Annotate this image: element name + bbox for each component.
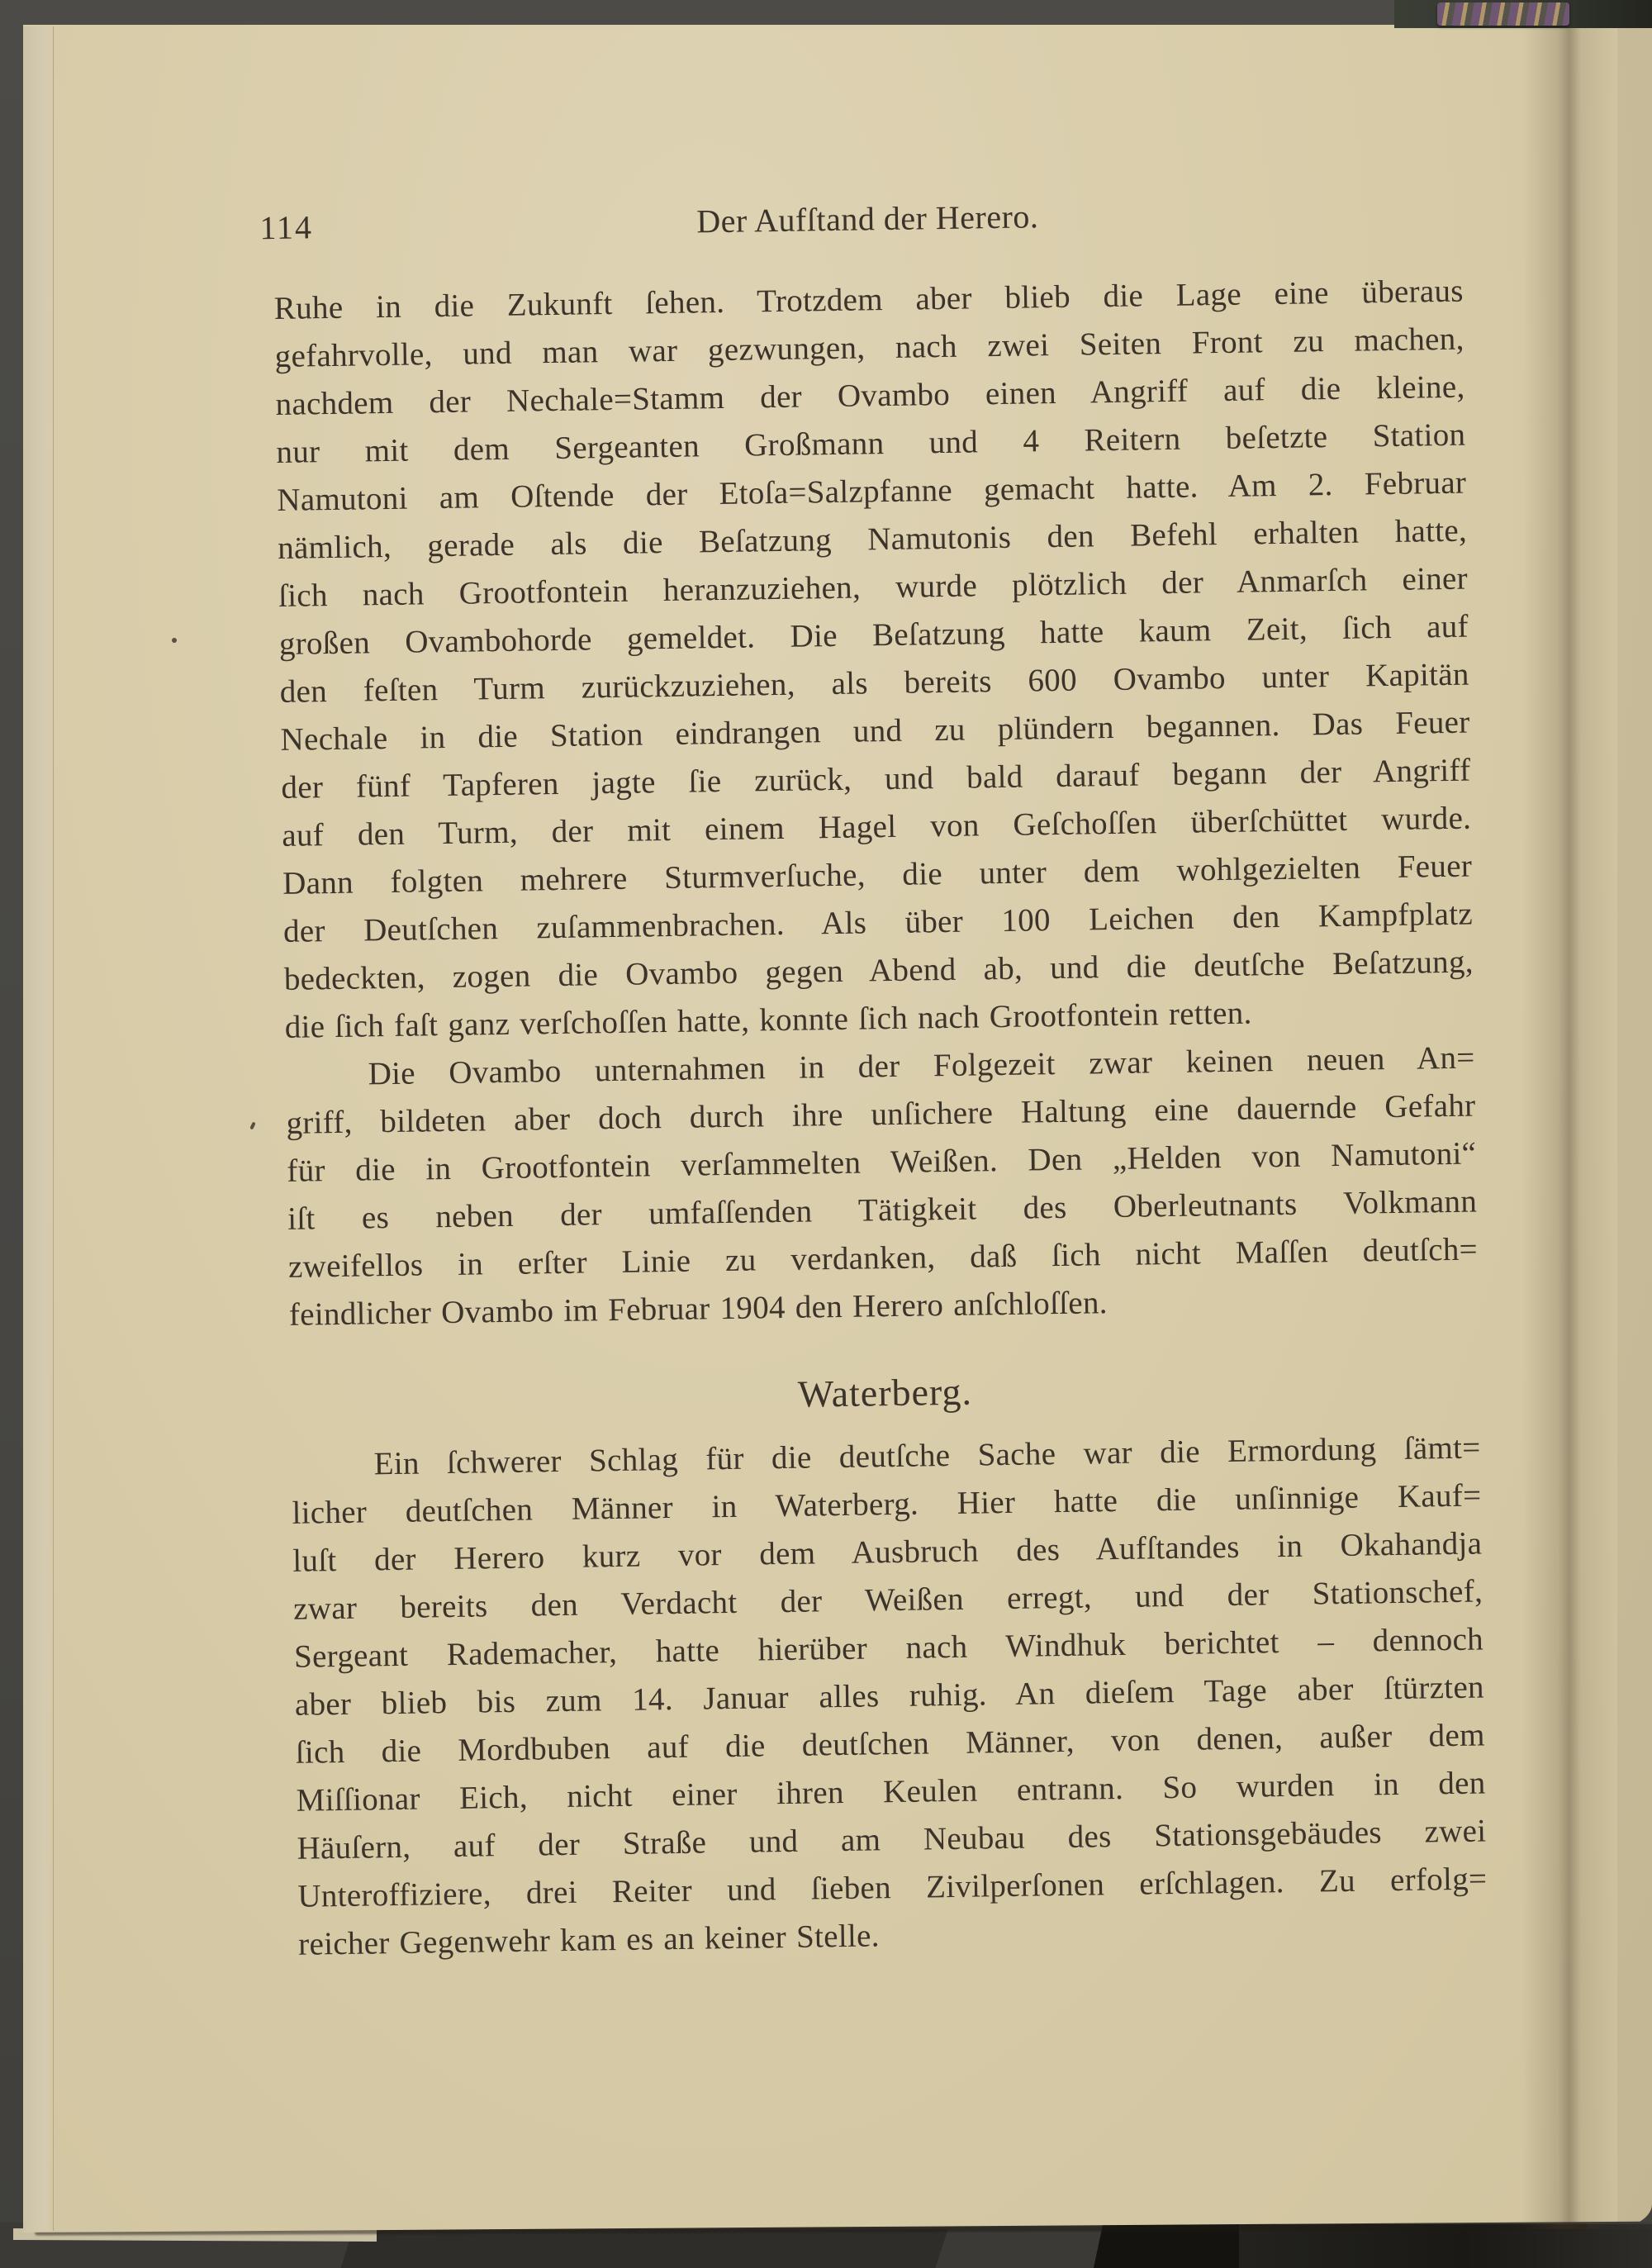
- running-header: Der Aufſtand der Herero.: [696, 197, 1039, 240]
- text-line: für die in Grootfontein verſammelten Weißen. Den „Helden von Namutoni“: [287, 1135, 1477, 1189]
- text-line: Sergeant Rademacher, hatte hierüber nach Windhuk berichtet – dennoch: [293, 1621, 1484, 1675]
- text-line: zwar bereits den Verdacht der Weißen erregt, und der Stationschef,: [292, 1573, 1483, 1627]
- facing-page-edge: [1617, 25, 1652, 2229]
- text-line: den feſten Turm zurückzuziehen, als bereits 600 Ovambo unter Kapitän: [279, 656, 1469, 710]
- page-shadow: [340, 2229, 947, 2268]
- text-block: [259, 187, 1488, 1969]
- text-line: die ſich faſt ganz verſchoſſen hatte, konnte ſich nach Grootfontein retten.: [284, 995, 1252, 1045]
- text-line: nur mit dem Sergeanten Großmann und 4 Reitern beſetzte Station: [276, 416, 1466, 470]
- text-line: der fünf Tapferen jagte ſie zurück, und bald darauf begann der Angriff: [281, 752, 1471, 806]
- text-line: großen Ovambohorde gemeldet. Die Beſatzung hatte kaum Zeit, ſich auf: [278, 608, 1469, 662]
- ink-speck: [172, 638, 177, 643]
- text-line: griff, bildeten aber doch durch ihre unſichere Haltung eine dauernde Gefahr: [286, 1087, 1476, 1141]
- text-line: ſich die Mordbuben auf die deutſchen Männer, von denen, außer dem: [295, 1717, 1485, 1771]
- text-line: Miſſionar Eich, nicht einer ihren Keulen entrann. So wurden in den: [296, 1765, 1486, 1819]
- text-line: auf den Turm, der mit einem Hagel von Geſchoſſen überſchüttet wurde.: [282, 800, 1472, 853]
- text-line: Nechale in die Station eindrangen und zu plündern begannen. Das Feuer: [280, 704, 1470, 758]
- left-page-edge: [23, 26, 54, 2231]
- text-line: Namutoni am Oſtende der Etoſa=Salzpfanne gemacht hatte. Am 2. Februar: [276, 464, 1467, 518]
- text-line: zweifellos in erſter Linie zu verdanken, daß ſich nicht Maſſen deutſch=: [287, 1231, 1479, 1285]
- text-line: ſich nach Grootfontein heranzuziehen, wurde plötzlich der Anmarſch einer: [278, 560, 1469, 614]
- headband: [1437, 2, 1569, 26]
- text-line: feindlicher Ovambo im Februar 1904 den Herero anſchloſſen.: [288, 1285, 1108, 1333]
- text-line: Ein ſchwerer Schlag für die deutſche Sache war die Ermordung ſämt=: [373, 1429, 1481, 1482]
- text-line: nachdem der Nechale=Stamm der Ovambo einen Angriff auf die kleine,: [275, 368, 1465, 422]
- gutter-fold-shadow: [1521, 25, 1617, 2229]
- text-line: luſt der Herero kurz vor dem Ausbruch des Aufſtandes in Okahandja: [292, 1525, 1483, 1579]
- text-line: gefahrvolle, und man war gezwungen, nach zwei Seiten Front zu machen,: [274, 321, 1464, 374]
- text-line: Dann folgten mehrere Sturmverſuche, die unter dem wohlgezielten Feuer: [282, 848, 1473, 901]
- text-line: bedeckten, zogen die Ovambo gegen Abend ab, und die deutſche Beſatzung,: [283, 944, 1474, 997]
- text-line: iſt es neben der umfaſſenden Tätigkeit des Oberleutnants Volkmann: [287, 1183, 1478, 1237]
- body-text: [273, 268, 1488, 1969]
- page-shadow: [1239, 2224, 1652, 2268]
- page-number: 114: [259, 208, 314, 247]
- text-line: Ruhe in die Zukunft ſehen. Trotzdem aber blieb die Lage eine überaus: [273, 273, 1464, 326]
- text-line: licher deutſchen Männer in Waterberg. Hier hatte die unſinnige Kauf=: [292, 1477, 1482, 1531]
- text-line: reicher Gegenwehr kam es an keiner Stelle.: [297, 1918, 881, 1962]
- text-line: Unteroffiziere, drei Reiter und ſieben Zivilperſonen erſchlagen. Zu erfolg=: [297, 1861, 1488, 1914]
- section-heading: Waterberg.: [797, 1370, 973, 1415]
- text-line: aber blieb bis zum 14. Januar alles ruhig. An dieſem Tage aber ſtürzten: [294, 1669, 1485, 1723]
- text-line: Häuſern, auf der Straße und am Neubau des Stationsgebäudes zwei: [297, 1813, 1487, 1866]
- text-line: der Deutſchen zuſammenbrachen. Als über 100 Leichen den Kampfplatz: [282, 896, 1474, 949]
- text-line: Die Ovambo unternahmen in der Folgezeit zwar keinen neuen An=: [368, 1039, 1475, 1092]
- text-line: nämlich, gerade als die Beſatzung Namutonis den Befehl erhalten hatte,: [277, 512, 1468, 566]
